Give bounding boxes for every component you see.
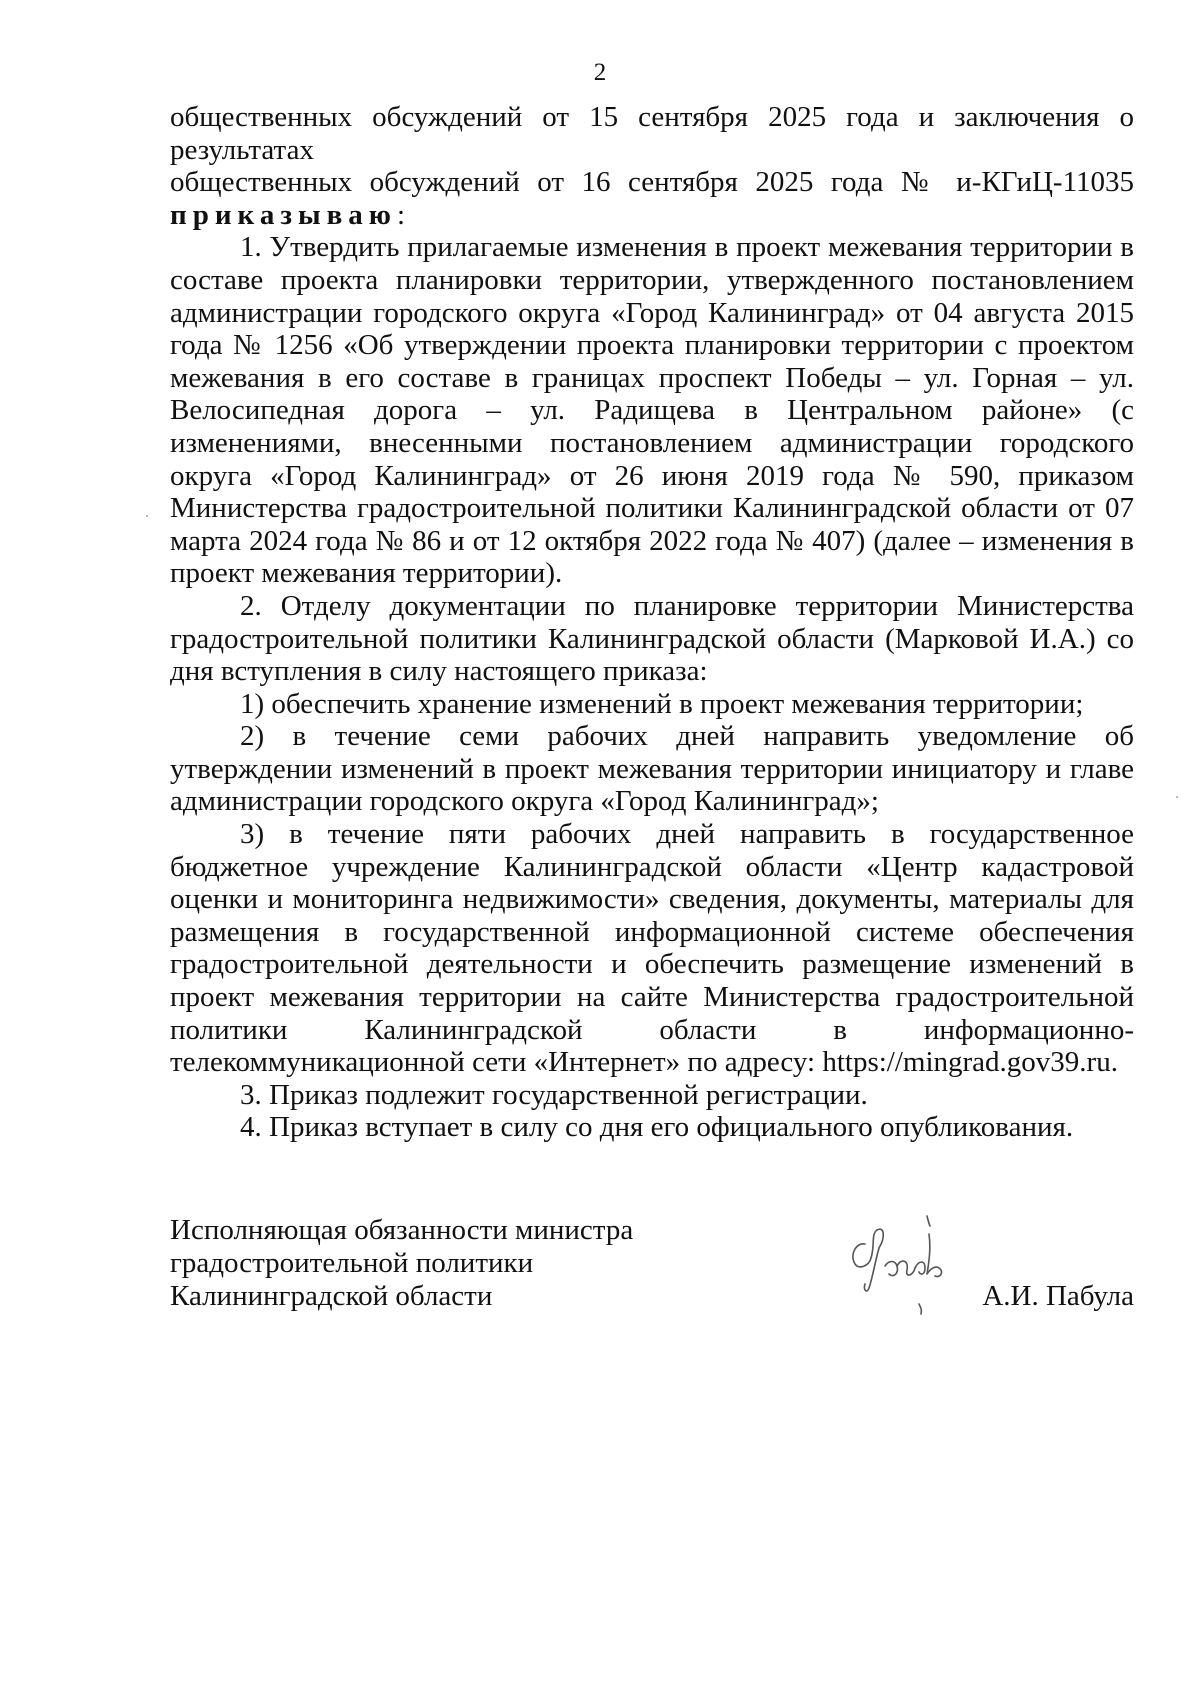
scan-mark	[146, 515, 148, 517]
signatory-position-line-2: градостроительной политики	[170, 1247, 534, 1279]
document-body	[170, 101, 1134, 1144]
signatory-position-line-3: Калининградской области	[170, 1280, 493, 1312]
scan-mark	[1176, 796, 1178, 798]
decree-colon: :	[396, 198, 405, 231]
handwritten-signature	[835, 1204, 975, 1324]
item-3: 3. Приказ подлежит государственной регистрации.	[240, 1078, 868, 1111]
item-2-subitem-1: 1) обеспечить хранение изменений в проект межевания территории;	[240, 687, 1084, 720]
page-number: 2	[593, 59, 607, 86]
item-4: 4. Приказ вступает в силу со дня его официального опубликования.	[240, 1111, 1074, 1144]
signatory-position-line-1: Исполняющая обязанности министра	[170, 1214, 634, 1246]
decree-line	[170, 199, 1134, 232]
item-2: 2. Отделу документации по планировке территории Министерства градостроительной политики Калининградской области (Марковой И.А.) со дня вступления в силу настоящего приказа:	[170, 589, 1134, 688]
signatory-position	[170, 1214, 690, 1313]
signatory-name: А.И. Пабула	[982, 1280, 1134, 1312]
decree-word: приказываю	[170, 198, 397, 231]
intro-paragraph-line-2: общественных обсуждений от 16 сентября 2025 года № и-КГиЦ-11035	[170, 166, 1134, 199]
item-1: 1. Утвердить прилагаемые изменения в проект межевания территории в составе проекта планировки территории, утвержденного постановлением администрации городского округа «Город Калининград» от 04 августа 2015 года № 1256 «Об утверждении проекта планировки территории с проектом межевания в его составе в границах проспект Победы – ул. Горная – ул. Велосипедная дорога – ул. Радищева в Центральном районе» (с изменениями, внесенными постановлением администрации городского округа «Город Калининград» от 26 июня 2019 года № 590, приказом Министерства градостроительной политики Калининградской области от 07 марта 2024 года № 86 и от 12 октября 2022 года № 407) (далее – изменения в проект межевания территории).	[170, 231, 1134, 590]
item-2-subitem-3: 3) в течение пяти рабочих дней направить в государственное бюджетное учреждение Калининградской области «Центр кадастровой оценки и мониторинга недвижимости» сведения, документы, материалы для размещения в государственной информационной системе обеспечения градостроительной деятельности и обеспечить размещение изменений в проект межевания территории на сайте Министерства градостроительной политики Калининградской области в информационно-телекоммуникационной сети «Интернет» по адресу: https://mingrad.gov39.ru.	[170, 818, 1134, 1079]
intro-paragraph-line-1: общественных обсуждений от 15 сентября 2025 года и заключения о результатах	[170, 101, 1134, 166]
item-2-subitem-2: 2) в течение семи рабочих дней направить уведомление об утверждении изменений в проект межевания территории инициатору и главе администрации городского округа «Город Калининград»;	[170, 720, 1134, 818]
signature-block	[170, 1214, 1134, 1334]
